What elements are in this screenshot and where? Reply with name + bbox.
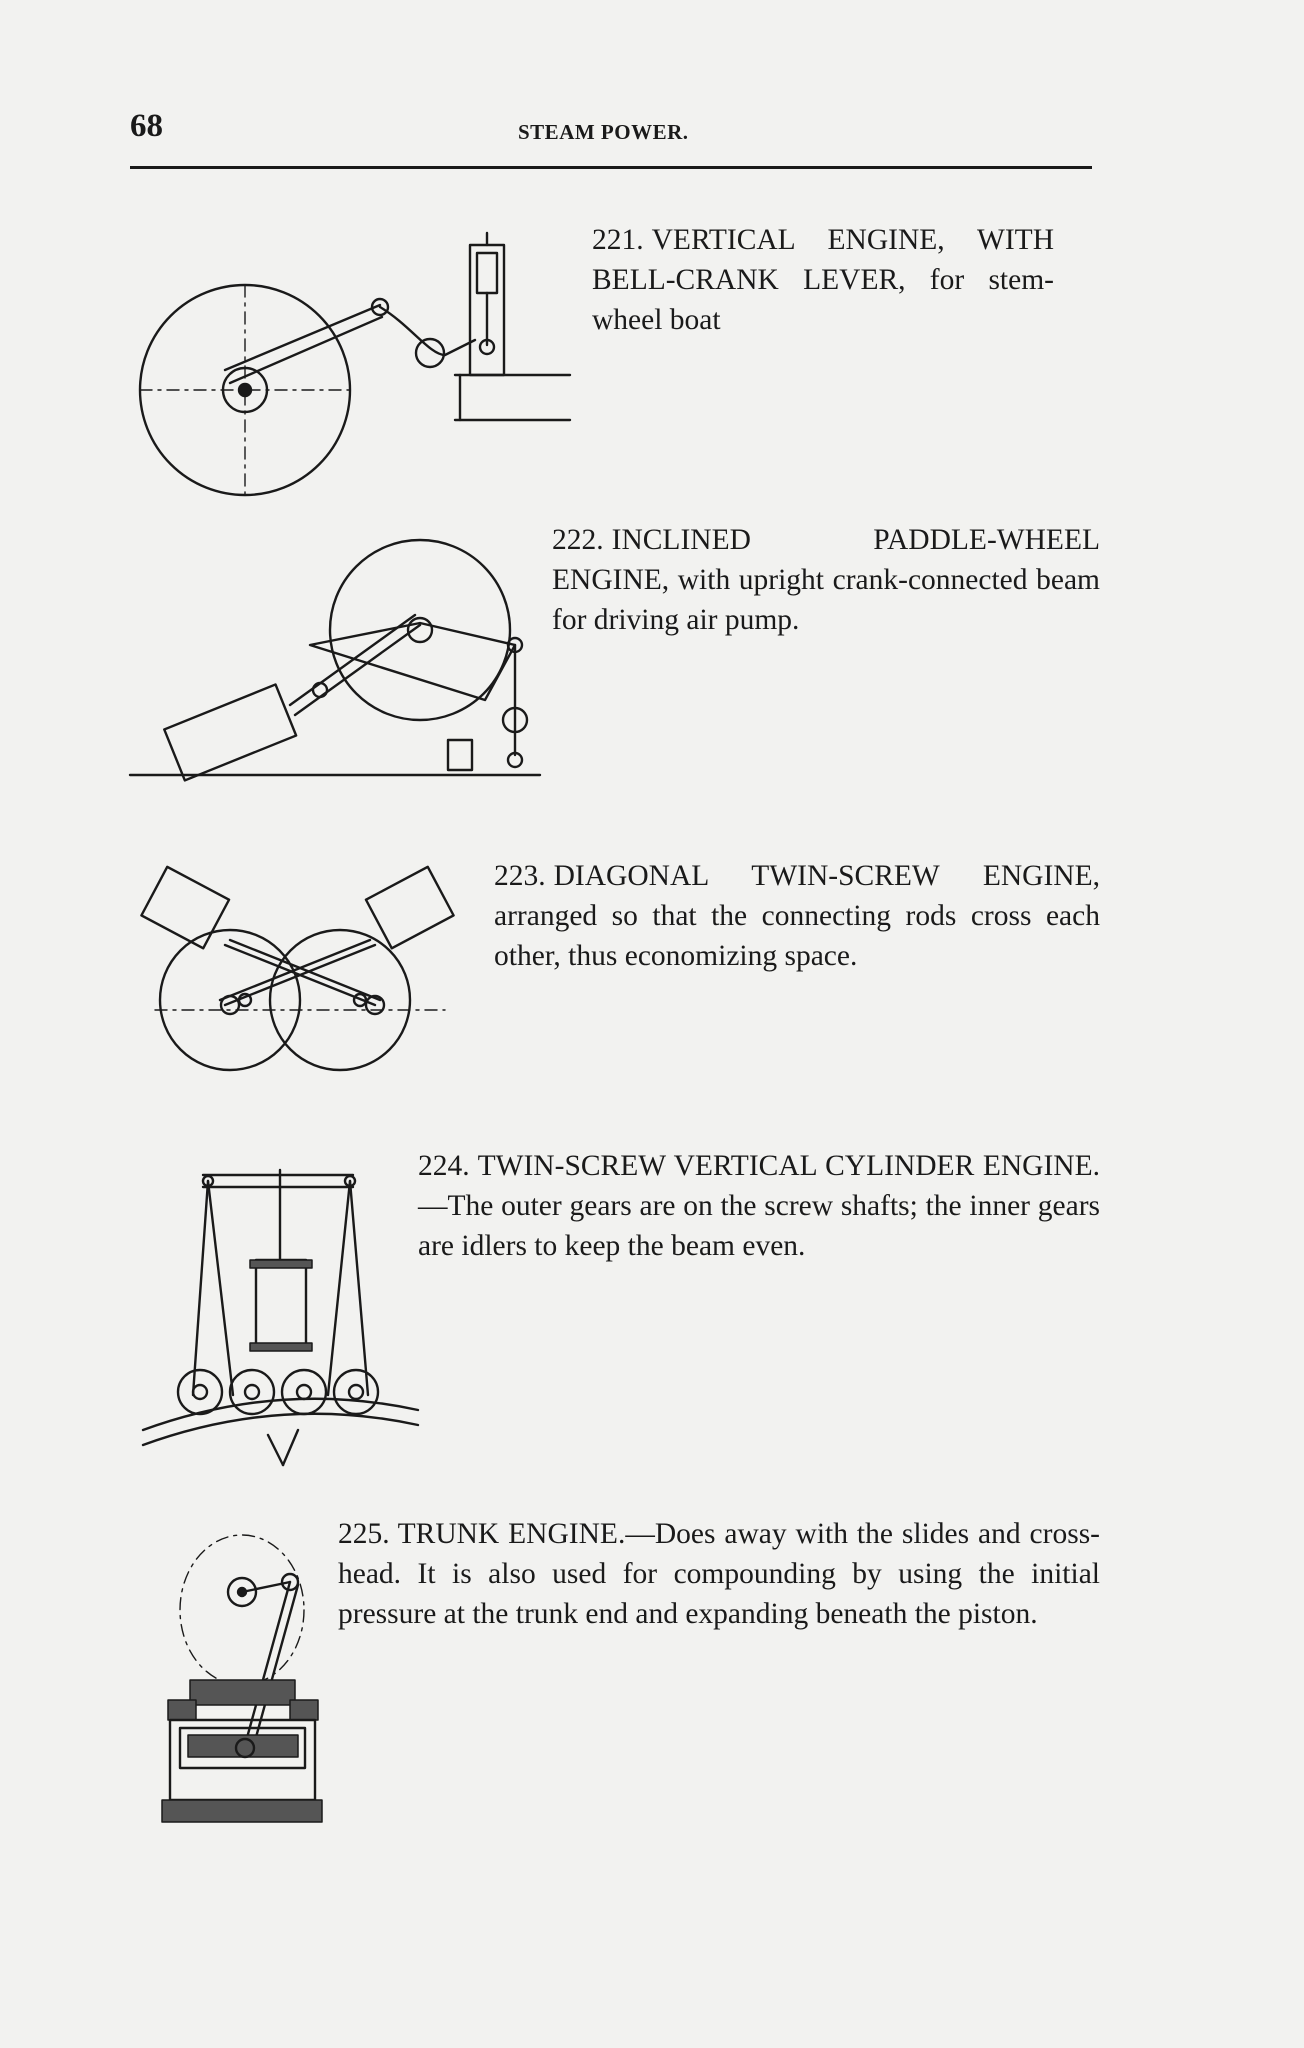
entry-221 (592, 220, 1054, 340)
entry-text: DIAGONAL TWIN-SCREW ENGINE, arranged so that the connecting rods cross each other, thus economizing space. (494, 860, 1100, 972)
entry-number: 224. (418, 1150, 470, 1182)
trunk-engine-figure (160, 1530, 325, 1845)
entry-number: 221. (592, 224, 644, 256)
entry-number: 225. (338, 1518, 390, 1550)
page-number: 68 (130, 108, 163, 144)
entry-text: TRUNK ENGINE.—Does away with the slides and cross-head. It is also used for compounding by using the initial pressure at the trunk end and expanding beneath the piston. (338, 1518, 1100, 1630)
inclined-paddle-wheel-engine-figure (130, 535, 550, 795)
entry-224 (418, 1146, 1100, 1266)
entry-text: TWIN-SCREW VERTICAL CYLINDER ENGINE.—The outer gears are on the screw shafts; the inner gears are idlers to keep the beam even. (418, 1150, 1100, 1262)
entry-number: 223. (494, 860, 546, 892)
entry-223 (494, 856, 1100, 976)
vertical-engine-bell-crank-figure (130, 225, 580, 500)
diagonal-twin-screw-engine-figure (135, 860, 465, 1075)
twin-screw-vertical-cylinder-engine-figure (138, 1165, 423, 1470)
entry-text: VERTICAL ENGINE, WITH BELL-CRANK LEVER, for stem-wheel boat (592, 224, 1054, 336)
entry-225 (338, 1514, 1100, 1634)
header-rule (130, 166, 1092, 169)
running-head: STEAM POWER. (518, 120, 689, 144)
entry-number: 222. (552, 524, 604, 556)
entry-222 (552, 520, 1100, 640)
entry-text: INCLINED PADDLE-WHEEL ENGINE, with upright crank-connected beam for driving air pump. (552, 524, 1100, 636)
